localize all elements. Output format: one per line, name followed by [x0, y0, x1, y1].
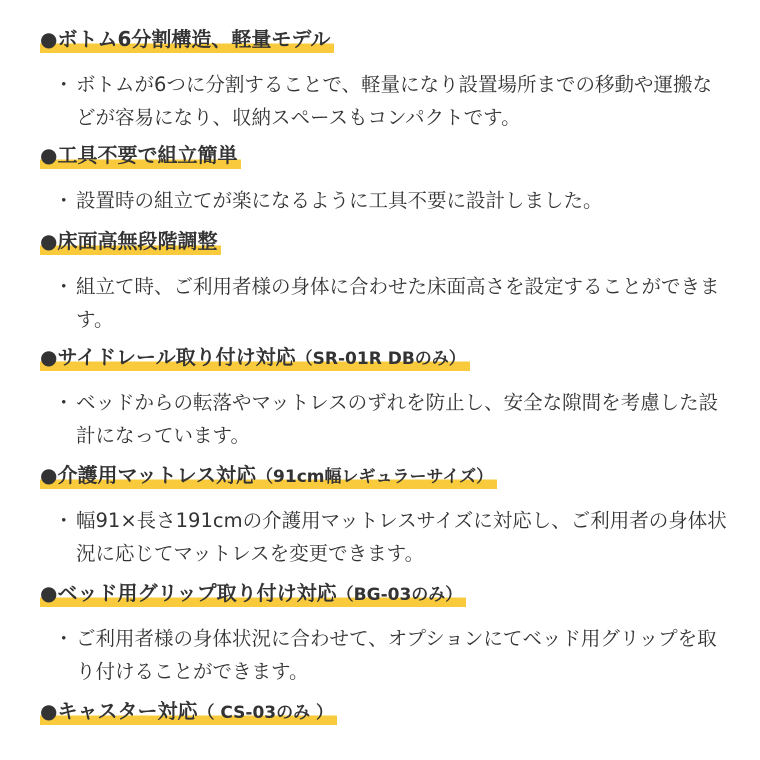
bullet-dot: ・: [54, 73, 74, 96]
feature-bottom-split: [40, 26, 730, 134]
feature-heading: ●サイドレール取り付け対応（SR-01R DBのみ）: [40, 344, 470, 372]
feature-description: ・ ボトムが6つに分割することで、軽量になり設置場所までの移動や運搬などが容易になり、収納スペースもコンパクトです。: [40, 68, 730, 134]
feature-bed-grip: [40, 580, 730, 688]
feature-care-mattress: [40, 462, 730, 570]
feature-description: ・ ベッドからの転落やマットレスのずれを防止し、安全な隙間を考慮した設計になっています。: [40, 386, 730, 452]
bullet-dot: ・: [54, 509, 74, 532]
feature-caster: [40, 698, 730, 726]
bullet-dot: ・: [54, 189, 74, 212]
feature-tool-free-assembly: [40, 142, 730, 217]
bullet-dot: ・: [54, 391, 74, 414]
feature-description: ・ ご利用者様の身体状況に合わせて、オプションにてベッド用グリップを取り付けることができます。: [40, 622, 730, 688]
feature-heading: ●工具不要で組立簡単: [40, 142, 241, 170]
feature-heading: ●ベッド用グリップ取り付け対応（BG-03のみ）: [40, 580, 466, 608]
feature-description: ・ 組立て時、ご利用者様の身体に合わせた床面高さを設定することができます。: [40, 270, 730, 336]
feature-heading: ●床面高無段階調整: [40, 228, 221, 256]
feature-heading: ●介護用マットレス対応（91cm幅レギュラーサイズ）: [40, 462, 497, 490]
feature-description: ・ 幅91×長さ191cmの介護用マットレスサイズに対応し、ご利用者の身体状況に応じてマットレスを変更できます。: [40, 504, 730, 570]
bullet-dot: ・: [54, 627, 74, 650]
feature-floor-height-adjust: [40, 228, 730, 336]
feature-description: ・ 設置時の組立てが楽になるように工具不要に設計しました。: [40, 184, 730, 217]
feature-side-rail: [40, 344, 730, 452]
feature-heading: ●キャスター対応（ CS-03のみ ）: [40, 698, 337, 726]
feature-heading: ●ボトム6分割構造、軽量モデル: [40, 26, 334, 54]
bullet-dot: ・: [54, 275, 74, 298]
